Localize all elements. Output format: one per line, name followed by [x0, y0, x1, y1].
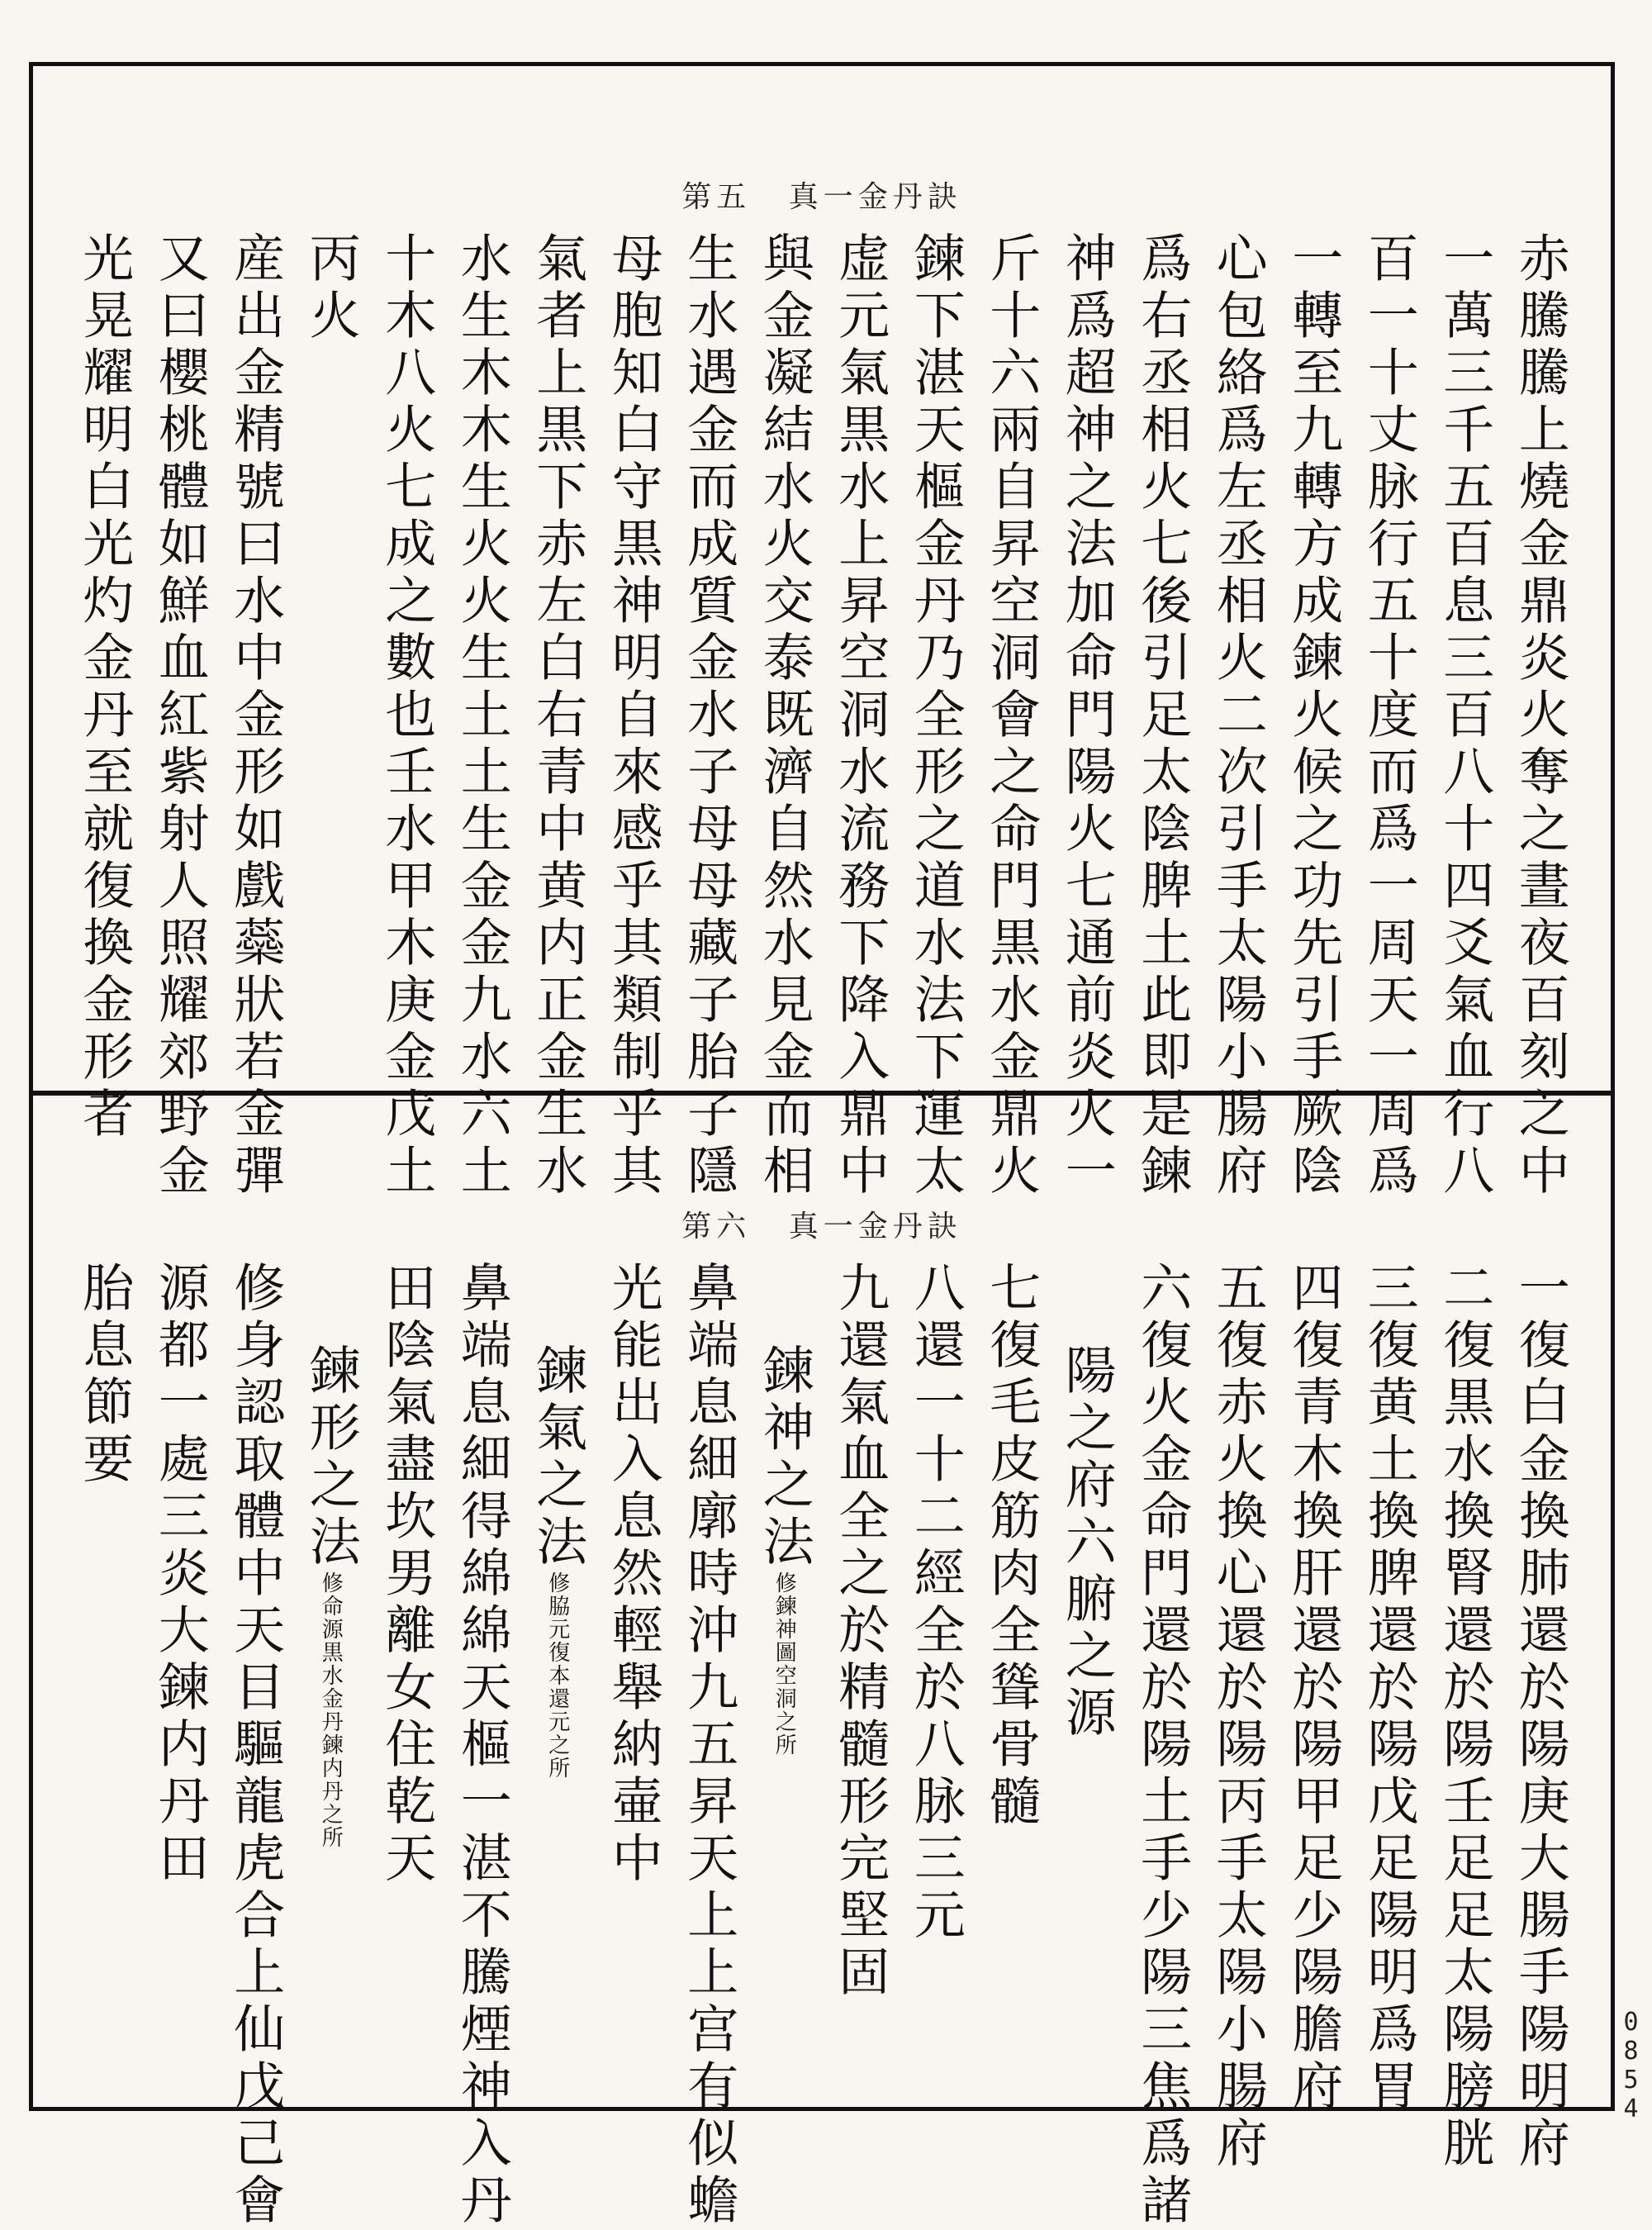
bottom-text-area: [66, 1261, 1578, 2230]
top-column-text: 母胞知白守黒神明自來感乎其類制乎其: [603, 231, 664, 1201]
top-column-text: 百一十丈脉行五十度而爲一周天一周爲: [1359, 231, 1420, 1201]
bottom-column-text: 三復黄土換脾還於陽戊足陽明爲胃: [1359, 1261, 1420, 2116]
bottom-column-text: 鍊形之法: [301, 1343, 362, 1571]
bottom-column-text: 鼻端息細得綿綿天樞一湛不騰煙神入丹: [452, 1261, 513, 2230]
top-text-column: [1283, 231, 1344, 1201]
top-text-column: [376, 231, 437, 1201]
bottom-column-text: 胎息節要: [74, 1261, 135, 1489]
bottom-column-text: 鼻端息細廓時沖九五昇天上上宫有似蟾: [678, 1261, 739, 2230]
top-panel-header: [33, 174, 1611, 216]
bottom-column-text: 八還一十二經全於八脉三元: [905, 1261, 966, 1945]
bottom-column-text: 光能出入息然輕舉納壷中: [603, 1261, 664, 1888]
bottom-column-text: 六復火金命門還於陽土手少陽三焦爲諸: [1132, 1261, 1193, 2230]
top-column-text: 産出金精號曰水中金形如戲蘂狀若金彈: [225, 231, 286, 1201]
bottom-text-column: [1434, 1261, 1495, 2173]
bottom-column-text: 鍊氣之法: [527, 1343, 588, 1571]
bottom-text-column: [301, 1343, 362, 1849]
top-text-column: [1208, 231, 1269, 1201]
top-text-column: [225, 231, 286, 1201]
top-column-text: 赤騰騰上燒金鼎炎火奪之晝夜百刻之中: [1510, 231, 1571, 1201]
top-header-title: 真一金丹訣: [788, 180, 962, 214]
page-number: 0854: [1616, 2008, 1645, 2123]
bottom-column-text: 田陰氣盡坎男離女住乾天: [376, 1261, 437, 1888]
top-panel: [33, 66, 1611, 1201]
bottom-column-note: 修鍊神圖空洞之所: [771, 1571, 797, 1757]
bottom-text-column: [678, 1261, 739, 2230]
bottom-header-title: 真一金丹訣: [788, 1210, 962, 1243]
top-column-text: 氣者上黒下赤左白右青中黄内正金生水: [527, 231, 588, 1201]
bottom-column-text: 七復毛皮筋肉全聳骨髓: [980, 1261, 1042, 1831]
bottom-panel-header: [33, 1203, 1611, 1245]
bottom-column-text: 源都一處三炎大鍊内丹田: [150, 1261, 211, 1888]
top-text-area: [66, 231, 1578, 1201]
top-text-column: [1510, 231, 1571, 1201]
top-text-column: [678, 231, 739, 1201]
bottom-text-column: [150, 1261, 211, 1888]
top-text-column: [1056, 231, 1118, 1201]
top-column-text: 鍊下湛天樞金丹乃全形之道水法下運太: [905, 231, 966, 1201]
top-column-text: 水生木木生火火生土土生金金九水六土: [452, 231, 513, 1201]
top-text-column: [1434, 231, 1495, 1201]
bottom-text-column: [754, 1343, 815, 1757]
top-text-column: [1132, 231, 1193, 1201]
top-column-text: 神爲超神之法加命門陽火七通前炎火一: [1056, 231, 1118, 1201]
bottom-text-column: [1056, 1343, 1118, 1743]
bottom-text-column: [905, 1261, 966, 1945]
top-text-column: [603, 231, 664, 1201]
top-column-text: 生水遇金而成質金水子母母藏子胎子隱: [678, 231, 739, 1201]
bottom-header-section: 第六: [681, 1210, 752, 1243]
bottom-column-text: 九還氣血全之於精髓形完堅固: [829, 1261, 890, 2002]
top-text-column: [150, 231, 211, 1201]
bottom-text-column: [225, 1261, 286, 2230]
bottom-column-text: 陽之府六腑之源: [1056, 1343, 1118, 1743]
top-column-text: 與金凝結水火交泰既濟自然水見金而相: [754, 231, 815, 1201]
top-text-column: [74, 231, 135, 1144]
top-column-text: 丙火: [301, 231, 362, 345]
top-text-column: [527, 231, 588, 1201]
bottom-text-column: [1208, 1261, 1269, 2173]
bottom-column-text: 一復白金換肺還於陽庚大腸手陽明府: [1510, 1261, 1571, 2173]
top-column-text: 一萬三千五百息三百八十四爻氣血行八: [1434, 231, 1495, 1201]
bottom-column-text: 修身認取體中天目驅龍虎合上仙戊己會: [225, 1261, 286, 2230]
bottom-text-column: [603, 1261, 664, 1888]
bottom-panel: [33, 1096, 1611, 2230]
top-column-text: 十木八火七成之數也壬水甲木庚金戊土: [376, 231, 437, 1201]
bottom-text-column: [1132, 1261, 1193, 2230]
top-column-text: 爲右丞相火七後引足太陰脾土此即是鍊: [1132, 231, 1193, 1201]
bottom-column-text: 鍊神之法: [754, 1343, 815, 1571]
top-text-column: [980, 231, 1042, 1201]
bottom-column-note: 修命源黒水金丹鍊内丹之所: [318, 1571, 344, 1849]
top-column-text: 一轉至九轉方成鍊火候之功先引手厥陰: [1283, 231, 1344, 1201]
bottom-text-column: [829, 1261, 890, 2002]
top-column-text: 又曰櫻桃體如鮮血紅紫射人照耀郊野金: [150, 231, 211, 1201]
bottom-column-text: 二復黒水換腎還於陽壬足足太陽膀胱: [1434, 1261, 1495, 2173]
bottom-text-column: [74, 1261, 135, 1489]
top-header-section: 第五: [681, 180, 752, 214]
top-column-text: 斤十六兩自昇空洞會之命門黒水金鼎火: [980, 231, 1042, 1201]
bottom-column-text: 五復赤火換心還於陽丙手太陽小腸府: [1208, 1261, 1269, 2173]
bottom-text-column: [1283, 1261, 1344, 2116]
bottom-text-column: [376, 1261, 437, 1888]
top-column-text: 光晃耀明白光灼金丹至就復換金形者: [74, 231, 135, 1144]
bottom-text-column: [527, 1343, 588, 1780]
bottom-text-column: [980, 1261, 1042, 1831]
bottom-text-column: [1510, 1261, 1571, 2173]
bottom-column-note: 修脇元復本還元之所: [544, 1571, 570, 1780]
top-text-column: [905, 231, 966, 1201]
top-text-column: [829, 231, 890, 1201]
bottom-column-text: 四復青木換肝還於陽甲足少陽膽府: [1283, 1261, 1344, 2116]
bottom-text-column: [1359, 1261, 1420, 2116]
top-text-column: [754, 231, 815, 1201]
top-column-text: 虚元氣黒水上昇空洞水流務下降入鼎中: [829, 231, 890, 1201]
top-column-text: 心包絡爲左丞相火二次引手太陽小腸府: [1208, 231, 1269, 1201]
bottom-text-column: [452, 1261, 513, 2230]
top-text-column: [452, 231, 513, 1201]
top-text-column: [1359, 231, 1420, 1201]
top-text-column: [301, 231, 362, 345]
